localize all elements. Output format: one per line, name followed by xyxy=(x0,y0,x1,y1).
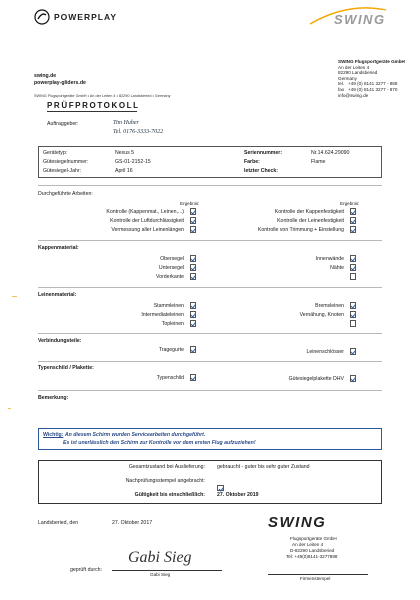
summary-box xyxy=(38,460,382,504)
arbeiten-left-checkbox-1[interactable] xyxy=(190,217,197,224)
signer-name: Gabi Sieg xyxy=(150,572,171,577)
powerplay-emblem-icon xyxy=(34,9,50,25)
arbeiten-right-checkbox-2[interactable] xyxy=(350,226,357,233)
geprueft-label: geprüft durch: xyxy=(70,567,103,573)
client-tel: Tel. 0176-3333-7022 xyxy=(113,129,164,135)
arbeiten-left-checkbox-2[interactable] xyxy=(190,226,197,233)
typenschild-left-item xyxy=(60,374,198,383)
notice-line-2: Es ist unerlässlich den Schirm zur Kontrolle vor dem ersten Flug aufzuziehen! xyxy=(63,440,256,446)
list-item xyxy=(60,311,198,320)
leinen-left-label-2: Topleinen xyxy=(161,321,184,327)
list-item xyxy=(60,320,198,329)
arbeiten-right-checkbox-0[interactable] xyxy=(350,208,357,215)
gueltig-value: 27. Oktober 2019 xyxy=(217,492,259,498)
leinenmaterial-left-list xyxy=(60,302,198,329)
verbindungsteile-left-item xyxy=(60,346,198,355)
scan-mark-2 xyxy=(8,408,11,409)
ergebnis-label-right: Ergebnis: xyxy=(340,201,360,206)
seriennummer-value: Nr.14.624.29090 xyxy=(311,150,350,156)
page-title: PRÜFPROTOKOLL xyxy=(47,101,140,110)
company-street: An der Leiten 4 xyxy=(338,64,370,70)
arbeiten-right-list xyxy=(220,208,358,235)
leinen-left-label-1: Intermediateleinen xyxy=(141,312,184,318)
arbeiten-heading: Durchgeführte Arbeiten: xyxy=(38,191,93,197)
gesamtzustand-label: Gesamtzustand bei Auslieferung: xyxy=(128,464,205,470)
leinen-right-checkbox-2[interactable] xyxy=(350,320,357,327)
arbeiten-left-label-0: Kontrolle (Kappenmat., Leinen,...) xyxy=(106,209,184,215)
company-country: Germany xyxy=(338,75,357,81)
kappen-right-checkbox-0[interactable] xyxy=(350,255,357,262)
leinen-left-checkbox-2[interactable] xyxy=(190,320,197,327)
typenschild-left-checkbox[interactable] xyxy=(190,374,197,381)
list-item xyxy=(220,208,358,217)
arbeiten-right-label-1: Kontrolle der Leinenfestigkeit xyxy=(277,218,344,224)
notice-box xyxy=(38,428,382,450)
list-item xyxy=(220,320,358,329)
company-name: SWING Flugsportgeräte GmbH xyxy=(338,59,405,64)
notice-text-1: An diesem Schirm wurden Servicearbeiten durchgeführt. xyxy=(64,432,206,438)
notice-prefix: Wichtig: xyxy=(43,432,64,438)
kappen-right-label-1: Nähte xyxy=(330,265,344,271)
guetesiegel-jahr-label: Gütesiegel-Jahr: xyxy=(43,168,82,174)
list-item xyxy=(60,255,198,264)
list-item xyxy=(220,302,358,311)
separator-2 xyxy=(38,240,382,241)
verbindungsteile-left-checkbox[interactable] xyxy=(190,346,197,353)
leinen-left-checkbox-1[interactable] xyxy=(190,311,197,318)
scan-mark-1 xyxy=(12,296,17,297)
kappen-left-checkbox-2[interactable] xyxy=(190,273,197,280)
list-item xyxy=(220,255,358,264)
leinen-left-label-0: Stammleinen xyxy=(153,303,184,309)
client-label: Auftraggeber: xyxy=(47,121,79,127)
arbeiten-left-list xyxy=(60,208,198,235)
leinen-right-checkbox-0[interactable] xyxy=(350,302,357,309)
place-label: Landsberied, den xyxy=(38,520,79,526)
company-address xyxy=(338,59,418,98)
separator-4 xyxy=(38,333,382,334)
kappenmaterial-left-list xyxy=(60,255,198,282)
list-item xyxy=(220,311,358,320)
leinen-left-checkbox-0[interactable] xyxy=(190,302,197,309)
list-item xyxy=(220,264,358,273)
farbe-label: Farbe: xyxy=(244,159,260,165)
kappen-left-label-0: Obersegel xyxy=(160,256,184,262)
list-item xyxy=(60,264,198,273)
gueltig-label: Gültigkeit bis einschließlich: xyxy=(134,492,205,498)
stamp-company: Flugsportgeräte GmbH xyxy=(290,536,337,541)
leinenmaterial-right-list xyxy=(220,302,358,329)
verbindungsteile-right-label: Leinenschlösser xyxy=(306,349,344,355)
farbe-value: Flame xyxy=(311,159,326,165)
list-item xyxy=(60,226,198,235)
typenschild-right-checkbox[interactable] xyxy=(350,375,357,382)
arbeiten-right-checkbox-1[interactable] xyxy=(350,217,357,224)
verbindungsteile-left-label: Tragegurte xyxy=(158,347,184,353)
separator-1 xyxy=(38,185,382,186)
company-city: 82290 Landsberied xyxy=(338,70,378,76)
list-item xyxy=(220,226,358,235)
kappenmaterial-right-list xyxy=(220,255,358,282)
stempel-checkbox[interactable] xyxy=(217,485,224,492)
list-item xyxy=(220,273,358,282)
separator-3 xyxy=(38,287,382,288)
stamp-street: An der Leiten 4 xyxy=(292,542,324,547)
ergebnis-label-left: Ergebnis: xyxy=(180,201,200,206)
firmenstempel-line xyxy=(268,574,368,575)
list-item xyxy=(220,217,358,226)
company-stamp xyxy=(268,514,388,574)
separator-5 xyxy=(38,361,382,362)
arbeiten-left-checkbox-0[interactable] xyxy=(190,208,197,215)
typenschild-right-item xyxy=(220,375,358,384)
arbeiten-left-label-2: Vermessung aller Leinenlängen xyxy=(111,227,184,233)
arbeiten-left-label-1: Kontrolle der Luftdurchlässigkeit xyxy=(110,218,184,224)
stempel-label: Nachprüfungsstempel angebracht: xyxy=(125,478,205,484)
signature: Gabi Sieg xyxy=(128,549,192,566)
kappen-right-label-0: Innenwände xyxy=(315,256,344,262)
leinen-right-label-0: Bremsleinen xyxy=(315,303,344,309)
seriennummer-label: Seriennummer: xyxy=(244,150,283,156)
powerplay-wordmark: POWERPLAY xyxy=(54,12,118,22)
swing-wordmark: SWING xyxy=(334,12,386,27)
gesamtzustand-value: gebraucht - guter bis sehr guter Zustand xyxy=(217,464,310,470)
guetesiegel-jahr-value: April 16 xyxy=(115,168,133,174)
powerplay-logo xyxy=(34,9,134,25)
arbeiten-right-label-2: Kontrolle von Trimmung + Einstellung xyxy=(257,227,344,233)
leinenmaterial-heading: Leinenmaterial: xyxy=(38,292,77,298)
arbeiten-right-label-0: Kontrolle der Kappenfestigkeit xyxy=(274,209,344,215)
company-fax: fax +49 (0) 8141 3277 - 870 xyxy=(338,86,398,92)
typenschild-left-label: Typenschild xyxy=(156,375,184,381)
stamp-logo: SWING xyxy=(268,514,327,531)
sender-line: SWING Flugsportgeräte GmbH • An der Leiten 4 • 82290 Landsberied • Germany xyxy=(34,94,171,98)
kappen-left-checkbox-0[interactable] xyxy=(190,255,197,262)
list-item xyxy=(60,302,198,311)
list-item xyxy=(60,208,198,217)
kappen-left-label-1: Untersegel xyxy=(158,265,184,271)
bemerkung-label: Bemerkung: xyxy=(38,395,69,401)
separator-6 xyxy=(38,390,382,391)
stamp-tel: Tel: +49(0)8141-3277888 xyxy=(286,554,338,559)
leinen-right-checkbox-1[interactable] xyxy=(350,311,357,318)
company-tel: tel. +49 (0) 8141 3277 - 888 xyxy=(338,81,398,87)
geraetetyp-label: Gerätetyp: xyxy=(43,150,68,156)
typenschild-heading: Typenschild / Plakette: xyxy=(38,365,94,371)
list-item xyxy=(60,273,198,282)
place-date: 27. Oktober 2017 xyxy=(112,520,153,526)
kappen-right-checkbox-2[interactable] xyxy=(350,273,357,280)
client-name: Tim Huber xyxy=(113,120,139,126)
website-1[interactable]: swing.de xyxy=(34,73,57,79)
stamp-city: D-82290 Landsberied xyxy=(290,548,335,553)
website-2[interactable]: powerplay-gliders.de xyxy=(34,80,86,86)
swing-logo xyxy=(308,6,388,28)
list-item xyxy=(60,217,198,226)
leinen-right-label-1: Vernähung, Knoten xyxy=(299,312,344,318)
signature-line xyxy=(112,570,222,571)
device-info-box xyxy=(38,146,382,178)
geraetetyp-value: Nexus 5 xyxy=(115,150,135,156)
notice-line-1 xyxy=(43,432,205,438)
firmenstempel-label: Firmenstempel xyxy=(300,576,331,581)
verbindungsteile-heading: Verbindungsteile: xyxy=(38,338,82,344)
kappen-left-label-2: Vorderkante xyxy=(156,274,184,280)
verbindungsteile-right-checkbox[interactable] xyxy=(350,348,357,355)
company-email[interactable]: info@swing.de xyxy=(338,92,369,98)
kappen-right-checkbox-1[interactable] xyxy=(350,264,357,271)
kappen-left-checkbox-1[interactable] xyxy=(190,264,197,271)
verbindungsteile-right-item xyxy=(220,348,358,357)
guetesiegelnummer-value: GS-01-2152-15 xyxy=(115,159,151,165)
guetesiegelnummer-label: Gütesiegelnummer: xyxy=(43,159,89,165)
kappenmaterial-heading: Kappenmaterial: xyxy=(38,245,79,251)
title-underline xyxy=(47,111,137,112)
typenschild-right-label: Gütesiegelplakette DHV xyxy=(288,376,344,382)
letzter-check-label: letzter Check: xyxy=(244,168,279,174)
